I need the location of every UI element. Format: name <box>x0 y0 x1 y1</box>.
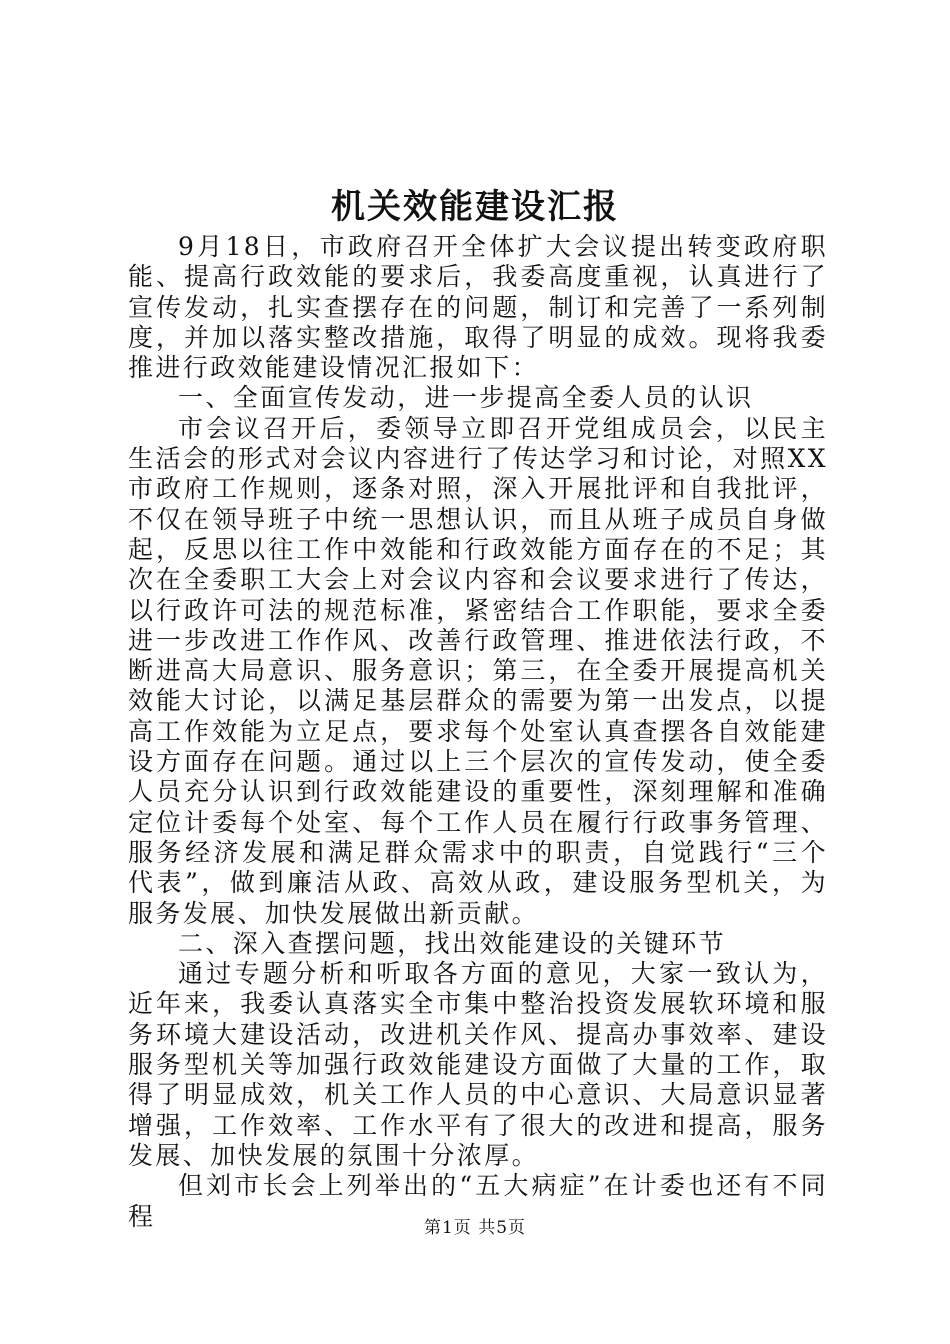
intro-paragraph: 9月18日，市政府召开全体扩大会议提出转变政府职能、提高行政效能的要求后，我委高度重视，认真进行了宣传发动，扎实查摆存在的问题，制订和完善了一系列制度，并加以落实整改措施，取得了明显的成效。现将我委推进行政效能建设情况汇报如下： <box>128 232 828 383</box>
page-footer: 第1页 共5页 <box>423 1218 527 1238</box>
document-body <box>128 232 828 1232</box>
section-2-paragraph-2: 但刘市长会上列举出的“五大病症”在计委也还有不同程 <box>128 1171 828 1231</box>
document-title: 机关效能建设汇报 <box>331 187 619 227</box>
section-heading-1: 一、全面宣传发动，进一步提高全委人员的认识 <box>178 383 754 413</box>
section-2-paragraph-1: 通过专题分析和听取各方面的意见，大家一致认为，近年来，我委认真落实全市集中整治投资发展软环境和服务环境大建设活动，改进机关作风、提高办事效率、建设服务型机关等加强行政效能建设方面做了大量的工作，取得了明显成效，机关工作人员的中心意识、大局意识显著增强，工作效率、工作水平有了很大的改进和提高，服务发展、加快发展的氛围十分浓厚。 <box>128 959 828 1170</box>
section-heading-2: 二、深入查摆问题，找出效能建设的关键环节 <box>178 928 727 958</box>
section-1-paragraph: 市会议召开后，委领导立即召开党组成员会，以民主生活会的形式对会议内容进行了传达学习和讨论，对照XX市政府工作规则，逐条对照，深入开展批评和自我批评，不仅在领导班子中统一思想认识，而且从班子成员自身做起，反思以往工作中效能和行政效能方面存在的不足；其次在全委职工大会上对会议内容和会议要求进行了传达，以行政许可法的规范标准，紧密结合工作职能，要求全委进一步改进工作作风、改善行政管理、推进依法行政，不断进高大局意识、服务意识；第三，在全委开展提高机关效能大讨论，以满足基层群众的需要为第一出发点，以提高工作效能为立足点，要求每个处室认真查摆各自效能建设方面存在问题。通过以上三个层次的宣传发动，使全委人员充分认识到行政效能建设的重要性，深刻理解和准确定位计委每个处室、每个工作人员在履行行政事务管理、服务经济发展和满足群众需求中的职责，自觉践行“三个代表”，做到廉洁从政、高效从政，建设服务型机关，为服务发展、加快发展做出新贡献。 <box>128 413 828 928</box>
